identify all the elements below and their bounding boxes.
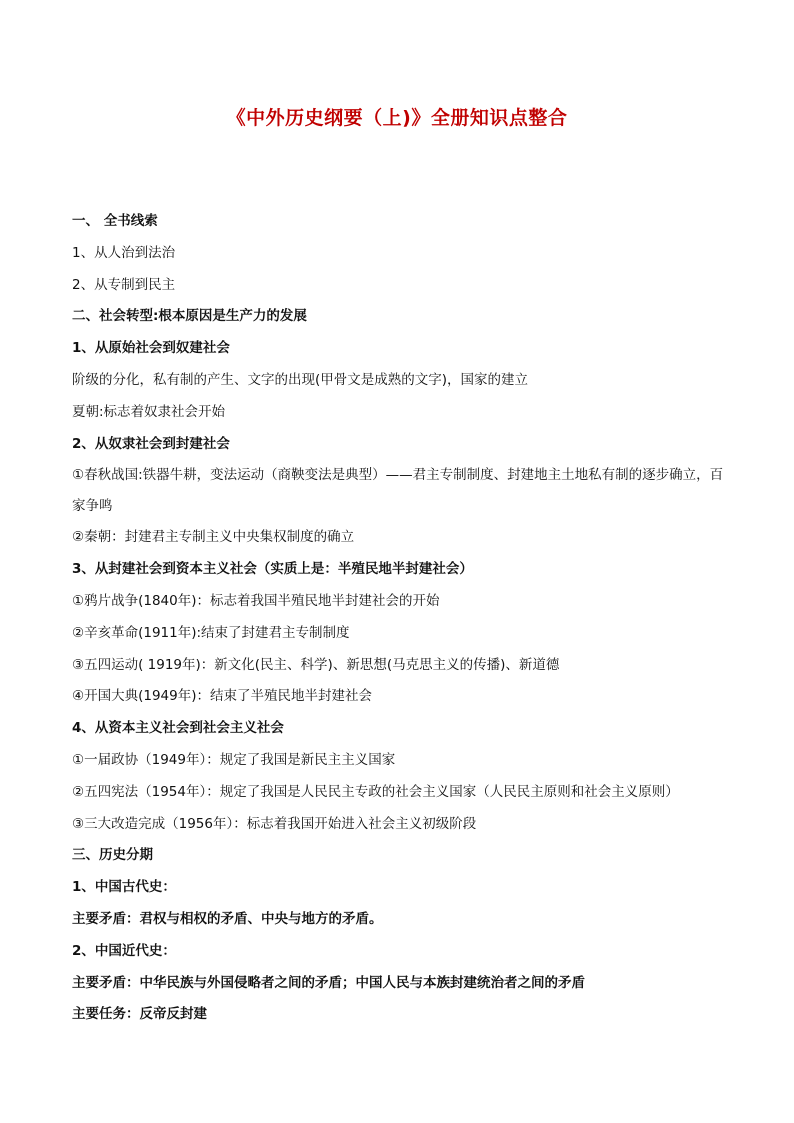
section-heading: 主要任务：反帝反封建 <box>72 1006 207 1023</box>
body-text-line: 夏朝:标志着奴隶社会开始 <box>72 403 226 420</box>
section-heading: 2、中国近代史： <box>72 942 176 959</box>
section-heading: 1、中国古代史： <box>72 879 176 896</box>
body-text-line: ②五四宪法（1954年）：规定了我国是人民民主专政的社会主义国家（人民民主原则和社会主义原则） <box>72 783 679 800</box>
section-heading: 主要矛盾：中华民族与外国侵略者之间的矛盾；中国人民与本族封建统治者之间的矛盾 <box>72 974 585 991</box>
section-heading: 二、社会转型:根本原因是生产力的发展 <box>72 308 307 325</box>
body-text-line: ③三大改造完成（1956年）：标志着我国开始进入社会主义初级阶段 <box>72 815 477 832</box>
body-text-line: 1、从人治到法治 <box>72 244 176 261</box>
body-text-line: ②辛亥革命(1911年):结束了封建君主专制制度 <box>72 624 350 641</box>
body-text-line: ①一届政协（1949年）：规定了我国是新民主主义国家 <box>72 751 396 768</box>
section-heading: 三、历史分期 <box>72 847 153 864</box>
section-heading: 2、从奴隶社会到封建社会 <box>72 435 230 452</box>
body-text-line: 2、从专制到民主 <box>72 276 176 293</box>
section-heading: 4、从资本主义社会到社会主义社会 <box>72 720 284 737</box>
section-heading: 一、 全书线索 <box>72 213 158 229</box>
body-text-line: ②秦朝：封建君主专制主义中央集权制度的确立 <box>72 529 355 546</box>
document-body <box>72 206 736 1031</box>
body-text-line: ①春秋战国:铁器牛耕，变法运动（商鞅变法是典型）——君主专制制度、封建地主土地私有制的逐步确立，百家争鸣 <box>72 467 724 515</box>
document-title: 《中外历史纲要（上)》全册知识点整合 <box>226 107 568 129</box>
body-text-line: ③五四运动( 1919年)：新文化(民主、科学)、新思想(马克思主义的传播)、新道德 <box>72 656 560 673</box>
body-text-line: 阶级的分化，私有制的产生、文字的出现(甲骨文是成熟的文字)，国家的建立 <box>72 371 529 388</box>
body-text-line: ①鸦片战争(1840年)：标志着我国半殖民地半封建社会的开始 <box>72 592 440 609</box>
body-text-line: ④开国大典(1949年)：结束了半殖民地半封建社会 <box>72 688 372 705</box>
section-heading: 1、从原始社会到奴建社会 <box>72 340 230 357</box>
section-heading: 主要矛盾：君权与相权的矛盾、中央与地方的矛盾。 <box>72 910 383 927</box>
section-heading: 3、从封建社会到资本主义社会（实质上是：半殖民地半封建社会） <box>72 561 473 578</box>
